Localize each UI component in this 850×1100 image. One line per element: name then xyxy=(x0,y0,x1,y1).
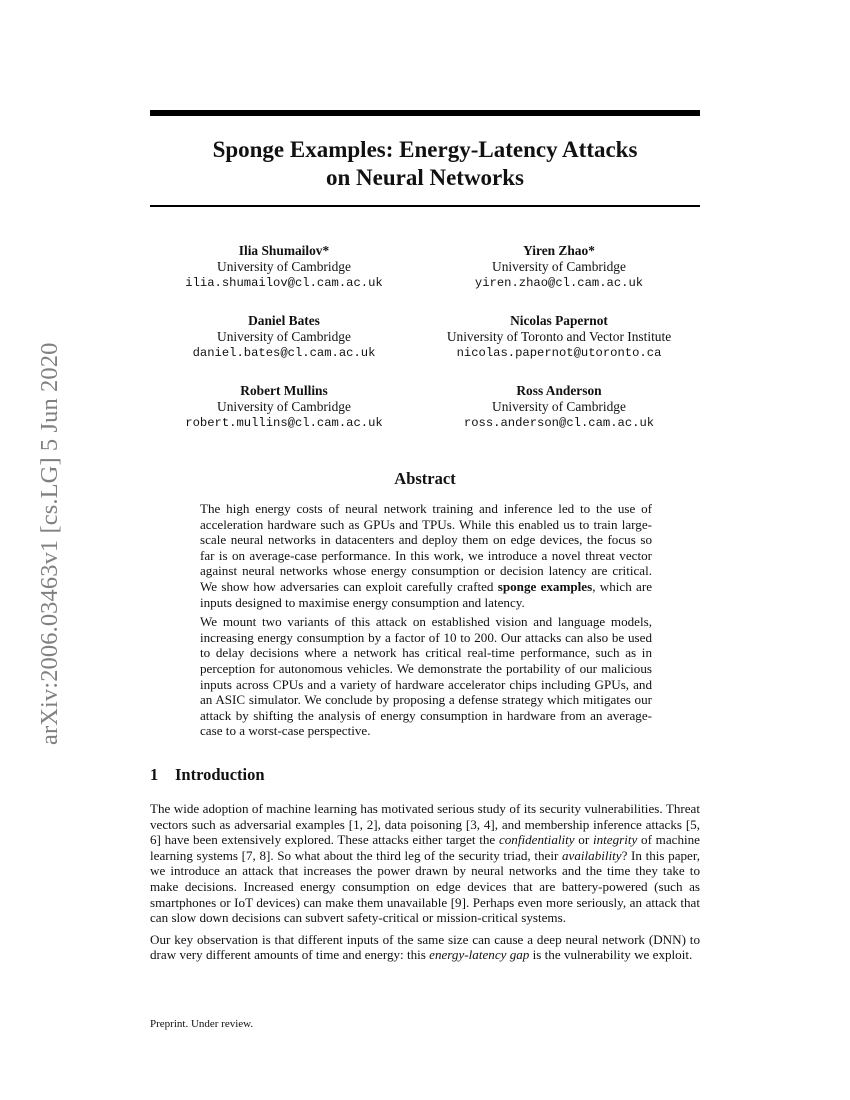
abstract-heading: Abstract xyxy=(394,469,456,488)
author-entry xyxy=(418,383,700,431)
author-affiliation: University of Toronto and Vector Institute xyxy=(446,329,672,344)
introduction-body xyxy=(150,801,700,969)
section-title: Introduction xyxy=(175,765,265,784)
author-entry xyxy=(150,313,418,361)
title-line-2: on Neural Networks xyxy=(325,165,525,190)
author-name: Daniel Bates xyxy=(248,313,320,328)
italic-term: integrity xyxy=(592,832,638,848)
author-affiliation: University of Cambridge xyxy=(492,259,626,274)
section-heading xyxy=(150,765,700,785)
arxiv-identifier: arXiv:2006.03463v1 [cs.LG] 5 Jun 2020 xyxy=(36,342,63,745)
author-entry xyxy=(150,243,418,291)
title-bottom-rule xyxy=(150,205,700,207)
paper-title xyxy=(150,136,700,192)
text-run: is the vulnerability we exploit. xyxy=(529,947,693,963)
italic-term: confidentiality xyxy=(498,832,575,848)
author-affiliation: University of Cambridge xyxy=(217,329,351,344)
author-name: Ilia Shumailov* xyxy=(238,243,330,258)
text-run: of machine learning systems [7, 8]. So what about the third leg of the security triad, their xyxy=(150,832,700,863)
title-line-1: Sponge Examples: Energy-Latency Attacks xyxy=(212,137,638,162)
author-email: ilia.shumailov@cl.cam.ac.uk xyxy=(185,276,383,290)
text-run: , which are inputs designed to maximise energy consumption and latency. xyxy=(200,578,653,610)
abstract-paragraph: We mount two variants of this attack on established vision and language models, increasing energy consumption by a factor of 10 to 200. Our attacks can also be used to delay decisions where a network has critical real-time performance, such as in perception for autonomous vehicles. We demonstrate the portability of our malicious inputs across CPUs and a variety of hardware accelerator chips including GPUs, and an ASIC simulator. We conclude by proposing a defense strategy which mitigates our attack by shifting the analysis of energy consumption in hardware from an average-case to a worst-case perspective. xyxy=(200,614,652,739)
author-affiliation: University of Cambridge xyxy=(492,399,626,414)
body-paragraph xyxy=(150,801,700,926)
author-email: yiren.zhao@cl.cam.ac.uk xyxy=(474,276,644,290)
author-email: nicolas.papernot@utoronto.ca xyxy=(456,346,662,360)
author-entry xyxy=(150,383,418,431)
text-run: Our key observation is that different inputs of the same size can cause a deep neural network (DNN) to draw very different amounts of time and energy: this xyxy=(150,931,700,963)
author-email: ross.anderson@cl.cam.ac.uk xyxy=(463,416,655,430)
bold-term: sponge examples xyxy=(497,578,593,594)
author-name: Yiren Zhao* xyxy=(523,243,595,258)
author-name: Ross Anderson xyxy=(516,383,602,398)
author-block xyxy=(150,243,700,431)
author-entry xyxy=(418,313,700,361)
author-email: robert.mullins@cl.cam.ac.uk xyxy=(185,416,383,430)
author-name: Robert Mullins xyxy=(240,383,328,398)
abstract-paragraph xyxy=(200,501,652,610)
italic-term: availability xyxy=(561,847,622,863)
body-paragraph xyxy=(150,932,700,963)
text-run: The high energy costs of neural network training and inference led to the use of acceleration hardware such as GPUs and TPUs. While this enabled us to train large-scale neural networks in datacenters and deploy them on edge devices, the focus so far is on average-case performance. In this work, we introduce a novel threat vector against neural networks whose energy consumption or decision latency are critical. We show how adversaries can exploit carefully crafted xyxy=(200,501,652,594)
author-name: Nicolas Papernot xyxy=(510,313,608,328)
author-email: daniel.bates@cl.cam.ac.uk xyxy=(192,346,376,360)
text-run: or xyxy=(574,832,593,848)
section-number: 1 xyxy=(150,765,159,784)
author-affiliation: University of Cambridge xyxy=(217,399,351,414)
text-run: ? In this paper, we introduce an attack that increases the power drawn by neural networks and the time they take to make decisions. Increased energy consumption on edge devices that are battery-powered (such as smartphones or IoT devices) can make them unavailable [9]. Perhaps even more seriously, an attack that can slow down decisions can subvert safety-critical or mission-critical systems. xyxy=(150,847,700,926)
text-run: The wide adoption of machine learning has motivated serious study of its security vulnerabilities. Threat vectors such as adversarial examples [1, 2], data poisoning [3, 4], and membership inference attacks [5, 6] have been extensively explored. These attacks either target the xyxy=(150,801,700,848)
preprint-footer: Preprint. Under review. xyxy=(150,1018,254,1030)
abstract-body xyxy=(200,501,652,743)
title-top-rule xyxy=(150,110,700,116)
author-entry xyxy=(418,243,700,291)
italic-term: energy-latency gap xyxy=(429,947,530,963)
author-affiliation: University of Cambridge xyxy=(217,259,351,274)
